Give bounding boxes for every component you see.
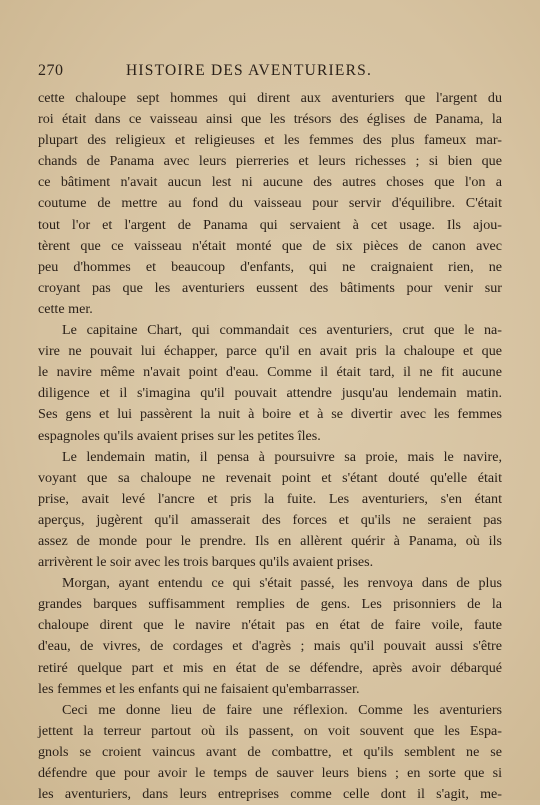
- text-line: tèrent que ce vaisseau n'était monté que de six pièces de canon avec: [38, 237, 502, 254]
- text-line: croyant pas que les aventuriers eussent des bâtiments pour venir sur: [38, 279, 502, 296]
- text-line: coutume de mettre au fond du vaisseau pour servir d'équilibre. C'était: [38, 195, 502, 212]
- body-text: [38, 88, 502, 805]
- text-line: Le capitaine Chart, qui commandait ces aventuriers, crut que le na-: [62, 322, 502, 339]
- paragraph: [38, 447, 502, 574]
- text-line: peu d'hommes et beaucoup d'enfants, qui ne craignaient rien, ne: [38, 258, 502, 275]
- text-line: cette mer.: [38, 300, 93, 317]
- text-line: gnols se croient vaincus avant de combattre, et qu'ils semblent ne se: [38, 743, 502, 760]
- page-number: 270: [38, 62, 64, 79]
- book-page: [38, 62, 502, 805]
- paragraph: [38, 700, 502, 805]
- text-line: ce bâtiment n'avait aucun lest ni aucune des autres choses que l'on a: [38, 174, 502, 191]
- running-head: [38, 62, 502, 88]
- text-line: Ceci me donne lieu de faire une réflexion. Comme les aventuriers: [62, 701, 502, 718]
- paragraph: [38, 573, 502, 700]
- text-line: plupart des religieux et religieuses et les femmes des plus fameux mar-: [38, 132, 502, 149]
- paragraph: [38, 320, 502, 447]
- paragraph: [38, 88, 502, 320]
- text-line: roi était dans ce vaisseau ainsi que les trésors des églises de Panama, la: [38, 111, 502, 128]
- text-line: prise, avait levé l'ancre et pris la fuite. Les aventuriers, s'en étant: [38, 490, 502, 507]
- text-line: Le lendemain matin, il pensa à poursuivre sa proie, mais le navire,: [62, 448, 502, 465]
- text-line: arrivèrent le soir avec les trois barques qu'ils avaient prises.: [38, 554, 374, 571]
- text-line: assez de monde pour le prendre. Ils en allèrent quérir à Panama, où ils: [38, 532, 502, 549]
- text-line: aperçus, jugèrent qu'il amasserait des forces et qu'ils ne seraient pas: [38, 511, 502, 528]
- text-line: défendre que pour avoir le temps de sauver leurs biens ; en sorte que si: [38, 765, 502, 781]
- text-line: les aventuriers, dans leurs entreprises comme celle dont il s'agit, me-: [38, 786, 502, 803]
- text-line: d'eau, de vivres, de cordages et d'agrès ; mais qu'il pouvait aussi s'être: [38, 638, 502, 655]
- text-line: diligence et il s'imagina qu'il pouvait attendre jusqu'au lendemain matin.: [38, 385, 502, 402]
- text-line: Ses gens et lui passèrent la nuit à boire et à se divertir avec les femmes: [38, 406, 502, 423]
- text-line: grandes barques suffisamment remplies de gens. Les prisonniers de la: [38, 596, 502, 613]
- text-line: cette chaloupe sept hommes qui dirent aux aventuriers que l'argent du: [38, 90, 502, 106]
- text-line: vire ne pouvait lui échapper, parce qu'il en avait pris la chaloupe et que: [38, 343, 502, 360]
- text-line: jettent la terreur partout où ils passent, on voit souvent que les Espa-: [38, 722, 502, 739]
- text-line: espagnoles qu'ils avaient prises sur les petites îles.: [38, 427, 321, 444]
- text-line: le navire même n'avait point d'eau. Comme il était tard, il ne fit aucune: [38, 364, 502, 381]
- text-line: voyant que sa chaloupe ne revenait point et s'étant douté qu'elle était: [38, 469, 502, 486]
- text-line: chands de Panama avec leurs pierreries et leurs richesses ; si bien que: [38, 153, 502, 170]
- text-line: Morgan, ayant entendu ce qui s'était passé, les renvoya dans de plus: [62, 575, 502, 592]
- text-line: les femmes et les enfants qui ne faisaient qu'embarrasser.: [38, 680, 360, 697]
- text-line: tout l'or et l'argent de Panama qui servaient à cet usage. Ils ajou-: [38, 216, 502, 233]
- text-line: chaloupe dirent que le navire n'était pas en état de faire voile, faute: [38, 617, 502, 634]
- text-line: retiré quelque part et mis en état de se défendre, après avoir débarqué: [38, 659, 502, 676]
- running-title: HISTOIRE DES AVENTURIERS.: [126, 62, 373, 79]
